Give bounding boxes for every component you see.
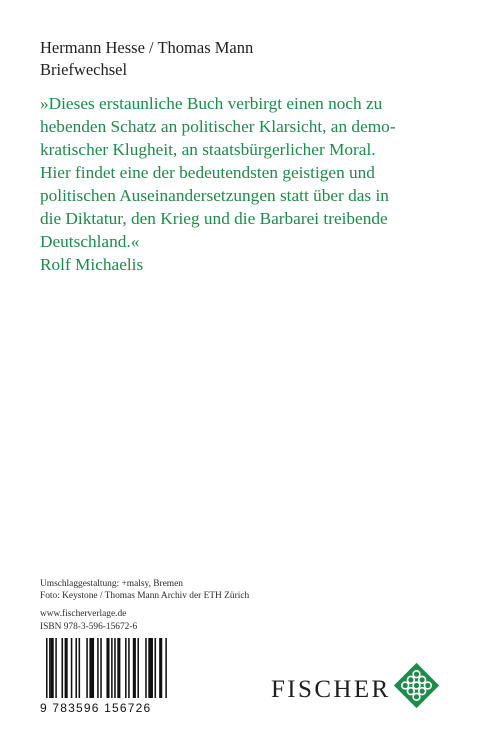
review-quote [40, 92, 460, 276]
quote-line: Deutschland.« [40, 232, 140, 251]
fischer-logo-icon [392, 661, 441, 710]
quote-line: »Dieses erstaunliche Buch verbirgt einen noch zu [40, 94, 383, 113]
barcode-bars [40, 638, 170, 700]
isbn: ISBN 978-3-596-15672-6 [40, 621, 138, 632]
book-authors: Hermann Hesse / Thomas Mann [40, 38, 254, 57]
photo-credit: Foto: Keystone / Thomas Mann Archiv der ETH Zürich [40, 591, 250, 602]
book-title: Briefwechsel [40, 60, 128, 79]
publisher-website: www.fischerverlage.de [40, 609, 127, 620]
cover-design-credit: Umschlaggestaltung: +malsy, Bremen [40, 579, 183, 589]
cover-header [40, 37, 253, 81]
quote-line: kratischer Klugheit, an staatsbürgerlicher Moral. [40, 140, 376, 159]
quote-line: Hier findet eine der bedeutendsten geistigen und [40, 163, 375, 182]
quote-author: Rolf Michaelis [40, 255, 144, 274]
publisher-name: FISCHER [271, 676, 391, 703]
quote-line: die Diktatur, den Krieg und die Barbarei treibende [40, 209, 388, 228]
quote-line: hebenden Schatz an politischer Klarsicht, an demo- [40, 117, 396, 136]
barcode-digits: 9 783596 156726 [40, 701, 152, 715]
credits-block [40, 578, 249, 633]
quote-line: politischen Auseinandersetzungen statt über das in [40, 186, 389, 205]
barcode [40, 638, 170, 716]
